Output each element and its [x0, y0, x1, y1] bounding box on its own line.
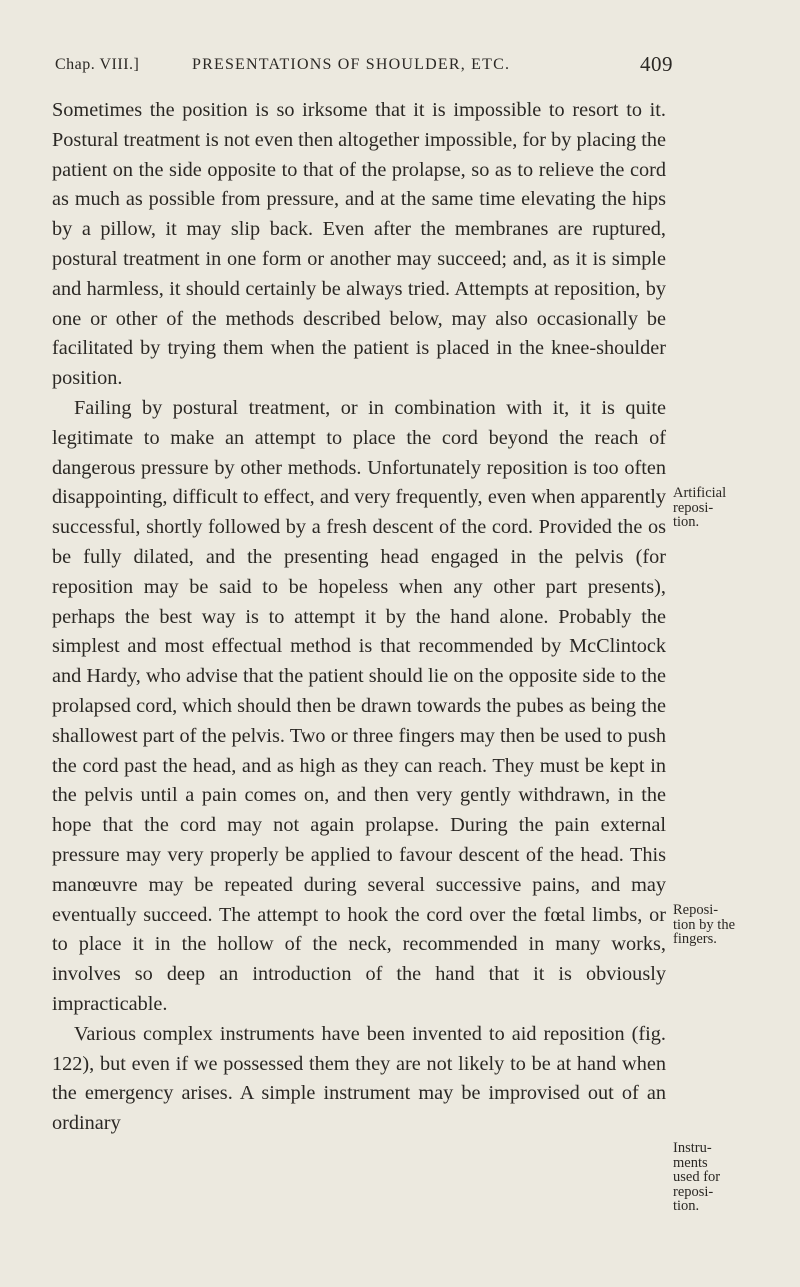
margin-note-line: tion.	[673, 1198, 700, 1214]
paragraph: Failing by postural treatment, or in combination with it, it is quite legitimate to make an attempt to place the cord beyond the reach of dangerous pressure by other methods. Unfortunately reposition is too often disappointing, difficult to effect, and very frequently, even when apparently successful, shortly followed by a fresh descent of the cord. Provided the os be fully dilated, and the presenting head engaged in the pelvis (for reposition may be said to be hopeless when any other part presents), perhaps the best way is to attempt it by the hand alone. Probably the simplest and most effectual method is that recommended by McClintock and Hardy, who advise that the patient should lie on the opposite side to the prolapsed cord, which should then be drawn towards the pubes as being the shallowest part of the pelvis. Two or three fingers may then be used to push the cord past the head, and as high as they can reach. They must be kept in the pelvis until a pain comes on, and then very gently withdrawn, in the hope that the cord may not again prolapse. During the pain external pressure may very properly be applied to favour descent of the head. This manœuvre may be repeated during several successive pains, and may eventually succeed. The attempt to hook the cord over the fœtal limbs, or to place it in the hollow of the neck, recommended in many works, involves so deep an introduction of the hand that it is obviously impracticable.	[52, 396, 666, 1015]
page-number: 409	[640, 52, 673, 76]
margin-note-instruments	[673, 1141, 793, 1214]
margin-note-line: reposi-	[673, 1183, 714, 1200]
margin-note-line: Artificial	[673, 485, 727, 501]
chapter-label: Chap. VIII.]	[55, 56, 140, 73]
margin-note-line: Instru-	[673, 1140, 712, 1156]
running-title: PRESENTATIONS OF SHOULDER, ETC.	[192, 56, 511, 73]
paragraph: Various complex instruments have been invented to aid reposition (fig. 122), but even if we possessed them they are not likely to be at hand when the emergency arises. A simple instrument may be improvised out of an ordinary	[52, 1022, 666, 1135]
body-text	[52, 96, 666, 1139]
margin-note-line: tion by the	[673, 916, 736, 933]
margin-note-artificial-reposition	[673, 486, 793, 530]
margin-note-line: Reposi-	[673, 902, 719, 918]
margin-note-reposition-fingers	[673, 903, 793, 947]
margin-note-line: used for	[673, 1169, 721, 1185]
paragraph: Sometimes the position is so irksome that it is impossible to resort to it. Postural treatment is not even then altogether impossible, for by placing the patient on the side opposite to that of the prolapse, so as to relieve the cord as much as possible from pressure, and at the same time elevating the hips by a pillow, it may slip back. Even after the membranes are ruptured, postural treatment in one form or another may succeed; and, as it is simple and harmless, it should certainly be always tried. Attempts at reposition, by one or other of the methods described below, may also occasionally be facilitated by trying them when the patient is placed in the knee-shoulder position.	[52, 99, 666, 390]
margin-note-line: reposi-	[673, 499, 714, 516]
margin-note-line: ments	[673, 1154, 708, 1171]
margin-note-line: tion.	[673, 514, 700, 530]
running-header	[55, 52, 673, 82]
margin-note-line: fingers.	[673, 931, 717, 947]
